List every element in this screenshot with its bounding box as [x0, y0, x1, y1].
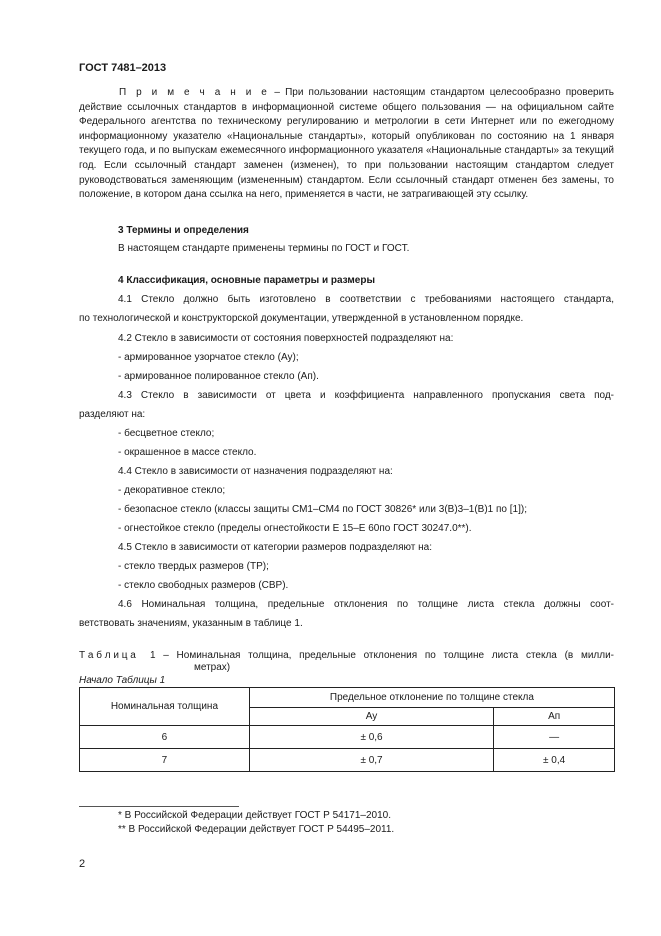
clause-4-3-line2: разделяют на:: [79, 409, 146, 420]
clause-4-5-item-svr: - стекло свободных размеров (СВР).: [118, 580, 289, 591]
header-tolerance-group: Предельное отклонение по толщине стекла: [249, 688, 614, 708]
clause-4-4-item-fireproof: - огнестойкое стекло (пределы огнестойкости Е 15–Е 60по ГОСТ 30247.0**).: [118, 523, 472, 534]
header-nominal-thickness: Номинальная толщина: [80, 688, 250, 726]
clause-4-1-line2: по технологической и конструкторской документации, утвержденной в установленном порядке.: [79, 313, 524, 324]
clause-4-4-item-decorative: - декоративное стекло;: [118, 485, 226, 496]
clause-4-6-line1: 4.6 Номинальная толщина, предельные отклонения по толщине листа стекла должны соот-: [118, 599, 614, 610]
clause-4-6-line2: ветствовать значениям, указанным в таблице 1.: [79, 618, 303, 629]
footnote-1: * В Российской Федерации действует ГОСТ Р 54171–2010.: [118, 810, 392, 821]
table-caption-line1: 1 – Номинальная толщина, предельные отклонения по толщине листа стекла (в милли-: [150, 650, 614, 661]
table-row: [80, 726, 615, 749]
header-au: Ау: [249, 708, 493, 726]
cell-ap: —: [494, 726, 615, 749]
document-header: ГОСТ 7481–2013: [79, 62, 167, 74]
cell-au: ± 0,6: [249, 726, 493, 749]
table-caption-label: Т а б л и ц а: [79, 650, 136, 661]
table-caption-line2: метрах): [194, 662, 231, 673]
clause-4-2: 4.2 Стекло в зависимости от состояния поверхностей подразделяют на:: [118, 333, 454, 344]
section-4-heading: 4 Классификация, основные параметры и размеры: [118, 275, 376, 286]
thickness-table: [79, 687, 615, 772]
note-label: П р и м е ч а н и е: [119, 87, 270, 98]
clause-4-3-item-colorless: - бесцветное стекло;: [118, 428, 215, 439]
footnote-2: ** В Российской Федерации действует ГОСТ Р 54495–2011.: [118, 824, 395, 835]
cell-nominal: 6: [80, 726, 250, 749]
clause-4-3-item-tinted: - окрашенное в массе стекло.: [118, 447, 257, 458]
table-continuation-label: Начало Таблицы 1: [79, 675, 166, 686]
clause-4-5: 4.5 Стекло в зависимости от категории размеров подразделяют на:: [118, 542, 433, 553]
cell-nominal: 7: [80, 749, 250, 772]
note-paragraph: [79, 86, 614, 203]
table-row: [80, 749, 615, 772]
clause-4-5-item-tr: - стекло твердых размеров (ТР);: [118, 561, 269, 572]
clause-4-3-line1: 4.3 Стекло в зависимости от цвета и коэффициента направленного пропускания света под-: [118, 390, 614, 401]
clause-4-4-item-safety: - безопасное стекло (классы защиты СМ1–СМ4 по ГОСТ 30826* или 3(В)3–1(В)1 по [1]);: [118, 504, 527, 515]
clause-4-4: 4.4 Стекло в зависимости от назначения подразделяют на:: [118, 466, 393, 477]
cell-ap: ± 0,4: [494, 749, 615, 772]
section-3-text: В настоящем стандарте применены термины по ГОСТ и ГОСТ.: [118, 243, 410, 254]
clause-4-2-item-au: - армированное узорчатое стекло (Ау);: [118, 352, 299, 363]
section-3-heading: 3 Термины и определения: [118, 225, 249, 236]
clause-4-2-item-ap: - армированное полированное стекло (Ап).: [118, 371, 319, 382]
note-text: – При пользовании настоящим стандартом целесообразно проверить действие ссылочных стандартов в информационной системе общего пользования — на официальном сайте Федерального агентства по техническому регулированию и метрологии в сети Интернет или по ежегодному информационному указателю «Национальные стандарты», который опубликован по состоянию на 1 января текущего года, и по выпускам ежемесячного информационного указателя «Национальные стандарты» за текущий год. Если ссылочный стандарт заменен (изменен), то при пользовании настоящим стандартом следует руководствоваться заменяющим (измененным) стандартом. Если ссылочный стандарт отменен без замены, то положение, в котором дана ссылка на него, применяется в части, не затрагивающей эту ссылку.: [79, 87, 614, 201]
clause-4-1-line1: 4.1 Стекло должно быть изготовлено в соответствии с требованиями настоящего стандарта,: [118, 294, 614, 305]
cell-au: ± 0,7: [249, 749, 493, 772]
footnote-divider: [79, 806, 239, 807]
header-ap: Ап: [494, 708, 615, 726]
page-number: 2: [79, 858, 86, 870]
